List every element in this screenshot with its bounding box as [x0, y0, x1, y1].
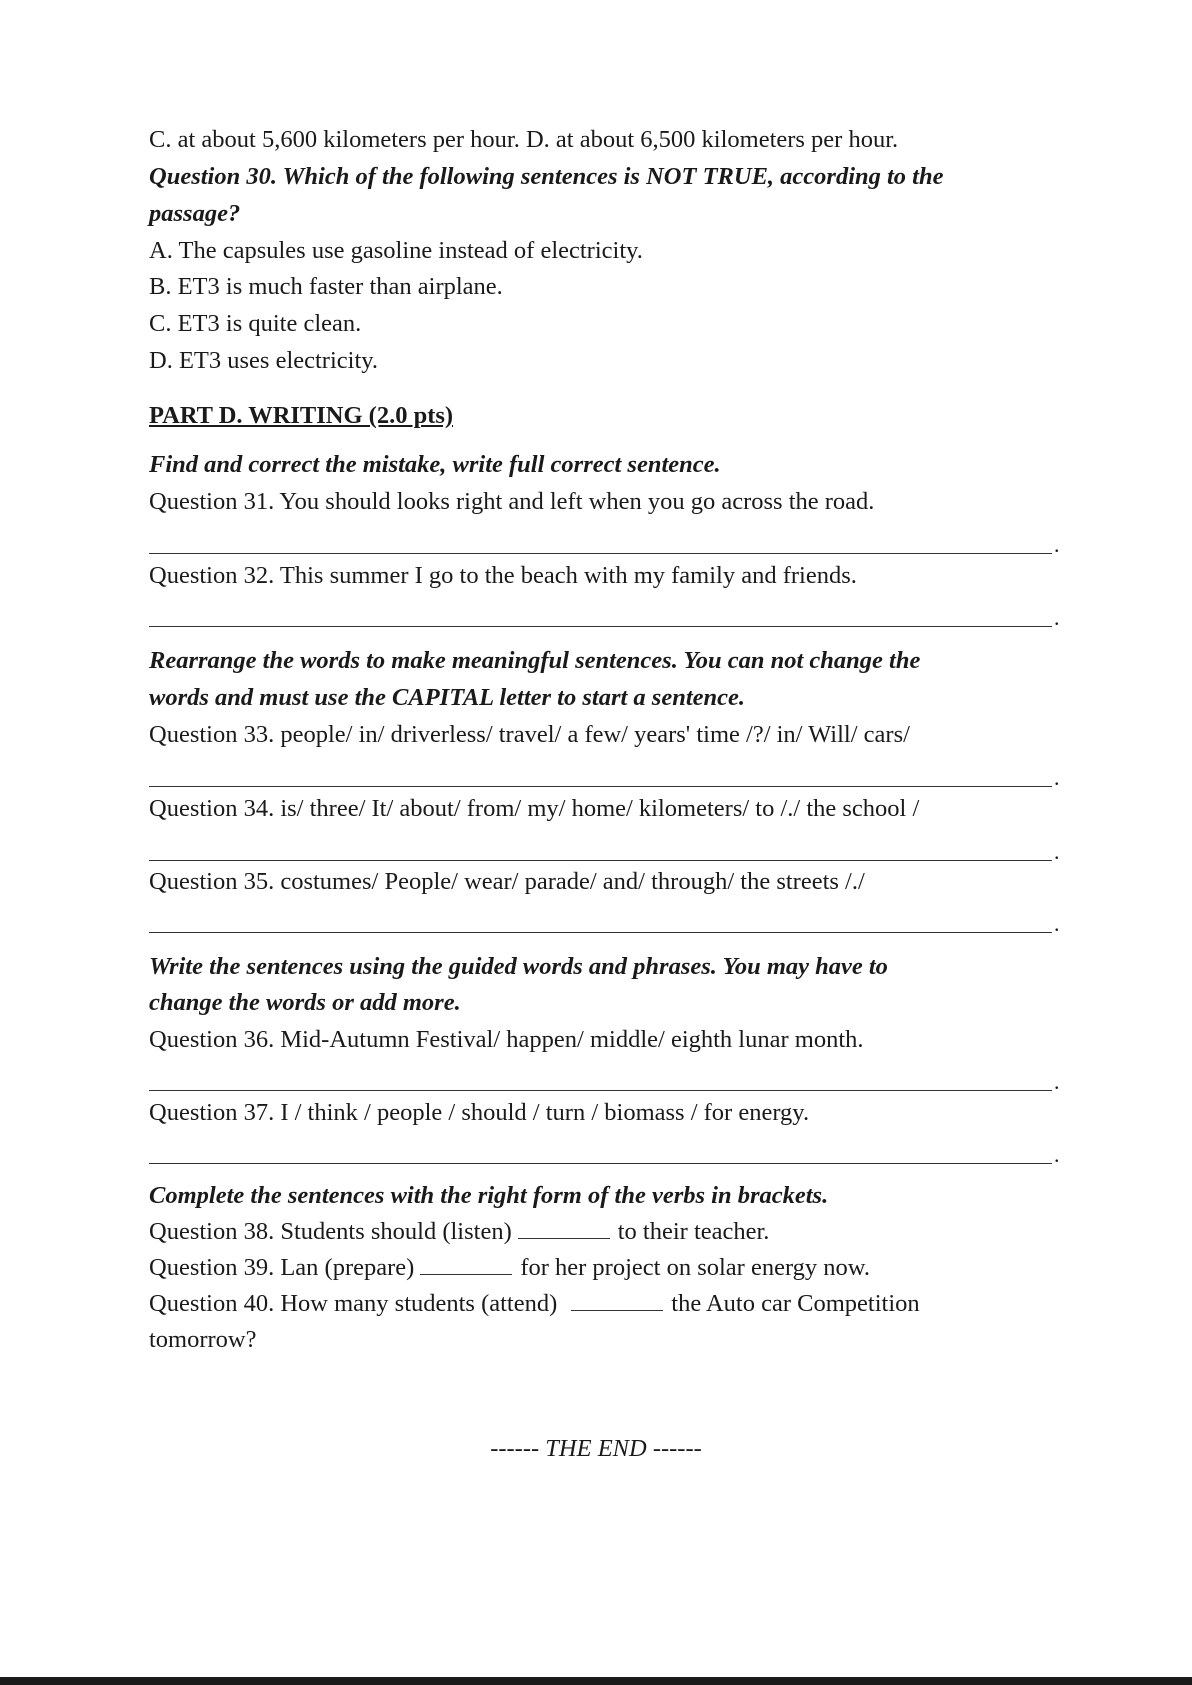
rearrange-instruction-line2: words and must use the CAPITAL letter to start a sentence.	[149, 684, 746, 711]
answer-line-37[interactable]	[149, 1163, 1052, 1164]
guided-instruction-line1: Write the sentences using the guided words and phrases. You may have to	[149, 953, 888, 980]
rearrange-instruction-line1: Rearrange the words to make meaningful sentences. You can not change the	[149, 647, 921, 674]
mistake-instruction: Find and correct the mistake, write full correct sentence.	[149, 451, 721, 478]
the-end-dashes-left: ------	[490, 1435, 540, 1462]
question-39-text-after: for her project on solar energy now.	[520, 1254, 871, 1281]
question-40	[149, 1289, 920, 1319]
question-35: Question 35. costumes/ People/ wear/ parade/ and/ through/ the streets /./	[149, 868, 865, 895]
question-30-option-d: D. ET3 uses electricity.	[149, 347, 379, 374]
question-29-options-cd: C. at about 5,600 kilometers per hour. D. at about 6,500 kilometers per hour.	[149, 126, 899, 153]
question-30-option-b: B. ET3 is much faster than airplane.	[149, 273, 503, 300]
question-38-text-before: Question 38. Students should (listen)	[149, 1218, 512, 1245]
question-30-prompt-line1: Question 30. Which of the following sentences is NOT TRUE, according to the	[149, 163, 944, 190]
question-37: Question 37. I / think / people / should / turn / biomass / for energy.	[149, 1099, 810, 1126]
the-end-footer	[0, 1434, 1192, 1464]
answer-line-34-period: .	[1054, 839, 1060, 864]
question-36: Question 36. Mid-Autumn Festival/ happen/ middle/ eighth lunar month.	[149, 1026, 864, 1053]
answer-line-36-period: .	[1054, 1069, 1060, 1094]
the-end-text: THE END	[545, 1435, 647, 1462]
question-30-prompt-line2: passage?	[149, 200, 241, 227]
answer-line-31[interactable]	[149, 553, 1052, 554]
answer-line-34[interactable]	[149, 860, 1052, 861]
page-bottom-border	[0, 1677, 1192, 1685]
guided-instruction-line2: change the words or add more.	[149, 989, 461, 1016]
question-40-blank[interactable]	[571, 1290, 663, 1311]
question-31: Question 31. You should looks right and left when you go across the road.	[149, 488, 875, 515]
the-end-dashes-right: ------	[652, 1435, 702, 1462]
question-39-text-before: Question 39. Lan (prepare)	[149, 1254, 415, 1281]
question-39-blank[interactable]	[420, 1254, 512, 1275]
question-33: Question 33. people/ in/ driverless/ travel/ a few/ years' time /?/ in/ Will/ cars/	[149, 721, 910, 748]
answer-line-31-period: .	[1054, 532, 1060, 557]
verbs-instruction: Complete the sentences with the right form of the verbs in brackets.	[149, 1182, 829, 1209]
question-38-text-after: to their teacher.	[617, 1218, 770, 1245]
question-34: Question 34. is/ three/ It/ about/ from/ my/ home/ kilometers/ to /./ the school /	[149, 795, 920, 822]
answer-line-36[interactable]	[149, 1090, 1052, 1091]
question-40-text-before: Question 40. How many students (attend)	[149, 1290, 558, 1317]
answer-line-32[interactable]	[149, 626, 1052, 627]
question-40-text-after: the Auto car Competition	[671, 1290, 920, 1317]
question-30-option-a: A. The capsules use gasoline instead of electricity.	[149, 237, 643, 264]
part-d-heading: PART D. WRITING (2.0 pts)	[149, 402, 454, 429]
question-32: Question 32. This summer I go to the beach with my family and friends.	[149, 562, 857, 589]
answer-line-33-period: .	[1054, 765, 1060, 790]
question-38	[149, 1217, 769, 1247]
question-39	[149, 1253, 870, 1283]
answer-line-37-period: .	[1054, 1142, 1060, 1167]
answer-line-33[interactable]	[149, 786, 1052, 787]
answer-line-35[interactable]	[149, 932, 1052, 933]
question-30-option-c: C. ET3 is quite clean.	[149, 310, 362, 337]
question-40-line2: tomorrow?	[149, 1326, 257, 1353]
answer-line-32-period: .	[1054, 605, 1060, 630]
answer-line-35-period: .	[1054, 911, 1060, 936]
question-38-blank[interactable]	[518, 1218, 610, 1239]
